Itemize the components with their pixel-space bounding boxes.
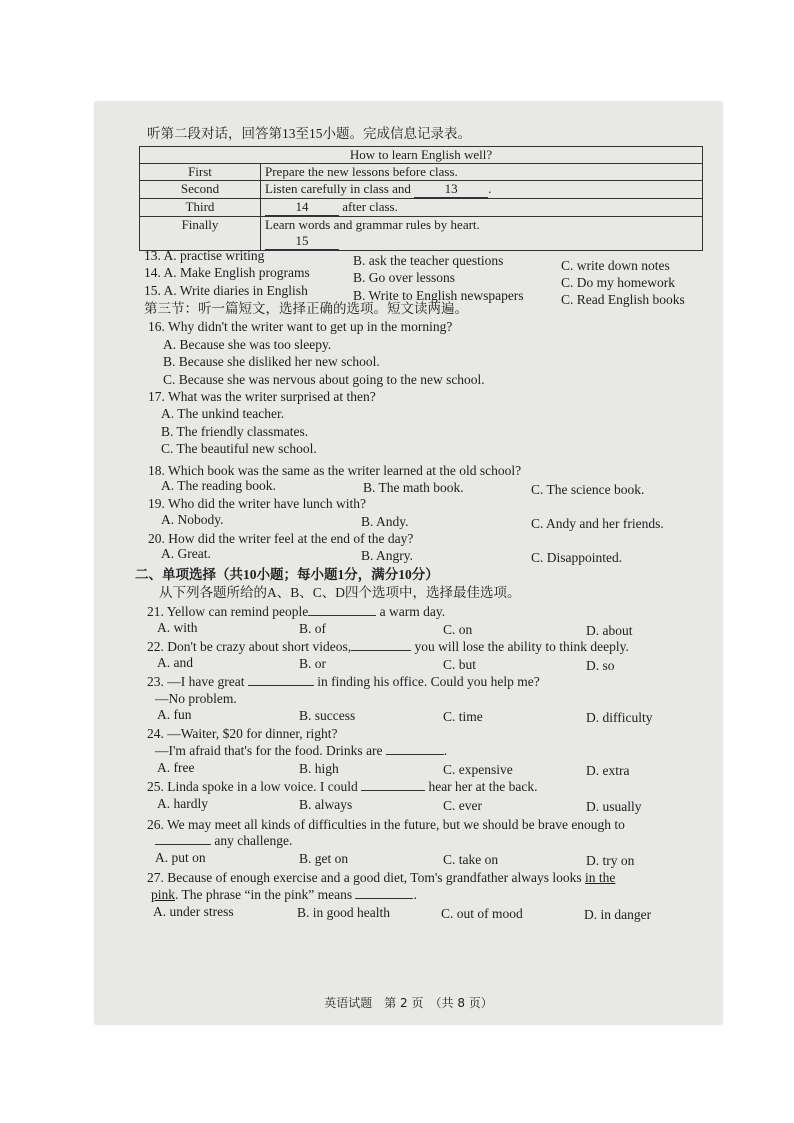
answer-blank-15[interactable]: 15 — [265, 233, 339, 250]
q21-stem: 21. Yellow can remind people a warm day. — [147, 604, 446, 619]
q18-option-a[interactable]: A. The reading book. — [161, 478, 276, 493]
q13-option-a[interactable]: 13. A. practise writing — [144, 248, 265, 263]
q23-option-a[interactable]: A. fun — [157, 707, 192, 722]
q26-option-b[interactable]: B. get on — [299, 851, 349, 866]
q20-option-a[interactable]: A. Great. — [161, 546, 211, 561]
q15-option-b[interactable]: B. Write to English newspapers — [353, 288, 524, 303]
page-footer: 英语试题 第 2 页 （共 8 页） — [324, 996, 493, 1010]
table-row: Finally Learn words and grammar rules by heart. 15 — [140, 217, 703, 251]
q27-option-d[interactable]: D. in danger — [584, 907, 652, 922]
q25-option-a[interactable]: A. hardly — [157, 796, 208, 811]
q16-option-a[interactable]: A. Because she was too sleepy. — [163, 337, 332, 352]
q20-stem: 20. How did the writer feel at the end of the day? — [148, 531, 414, 546]
q26-stem: 26. We may meet all kinds of difficulties in the future, but we should be brave enough to — [147, 817, 625, 832]
q13-option-b[interactable]: B. ask the teacher questions — [353, 253, 504, 268]
part3-heading: 第三节：听一篇短文，选择正确的选项。短文读两遍。 — [144, 301, 468, 316]
answer-blank-14[interactable]: 14 — [265, 199, 339, 216]
q25-option-b[interactable]: B. always — [299, 797, 353, 812]
q19-option-b[interactable]: B. Andy. — [361, 514, 409, 529]
q16-option-c[interactable]: C. Because she was nervous about going to the new school. — [163, 372, 485, 387]
section2-title: 二、单项选择（共10小题；每小题1分，满分10分） — [135, 567, 439, 582]
section2-instructions: 从下列各题所给的A、B、C、D四个选项中，选择最佳选项。 — [159, 585, 521, 600]
q22-option-a[interactable]: A. and — [157, 655, 193, 670]
q23-option-c[interactable]: C. time — [443, 709, 483, 724]
q16-option-b[interactable]: B. Because she disliked her new school. — [163, 354, 380, 369]
q17-option-b[interactable]: B. The friendly classmates. — [161, 424, 309, 439]
q22-stem: 22. Don't be crazy about short videos, you will lose the ability to think deeply. — [147, 639, 629, 654]
answer-blank-13[interactable]: 13 — [414, 181, 488, 198]
q24-reply: —I'm afraid that's for the food. Drinks are . — [155, 743, 448, 758]
table-row: Second Listen carefully in class and 13 . — [140, 181, 703, 199]
q24-option-a[interactable]: A. free — [157, 760, 195, 775]
q22-option-d[interactable]: D. so — [586, 658, 615, 673]
q23-stem: 23. —I have great in finding his office. Could you help me? — [147, 674, 540, 689]
q25-option-d[interactable]: D. usually — [586, 799, 642, 814]
q14-option-c[interactable]: C. Do my homework — [561, 275, 675, 290]
q26-option-a[interactable]: A. put on — [155, 850, 206, 865]
q20-option-c[interactable]: C. Disappointed. — [531, 550, 623, 565]
q23-reply: —No problem. — [155, 691, 237, 706]
q17-option-c[interactable]: C. The beautiful new school. — [161, 441, 317, 456]
q15-option-c[interactable]: C. Read English books — [561, 292, 685, 307]
q27-option-c[interactable]: C. out of mood — [441, 906, 523, 921]
q19-option-a[interactable]: A. Nobody. — [161, 512, 224, 527]
q26-option-d[interactable]: D. try on — [586, 853, 635, 868]
q23-option-b[interactable]: B. success — [299, 708, 356, 723]
q21-option-c[interactable]: C. on — [443, 622, 473, 637]
q21-option-b[interactable]: B. of — [299, 621, 326, 636]
q21-option-d[interactable]: D. about — [586, 623, 633, 638]
q18-option-b[interactable]: B. The math book. — [363, 480, 464, 495]
q27-stem-cont: pink. The phrase “in the pink” means . — [151, 887, 417, 902]
q14-option-a[interactable]: 14. A. Make English programs — [144, 265, 310, 280]
q22-option-b[interactable]: B. or — [299, 656, 326, 671]
q15-option-a[interactable]: 15. A. Write diaries in English — [144, 283, 308, 298]
q14-option-b[interactable]: B. Go over lessons — [353, 270, 455, 285]
q26-stem-cont: any challenge. — [155, 833, 292, 849]
q20-option-b[interactable]: B. Angry. — [361, 548, 414, 563]
q25-option-c[interactable]: C. ever — [443, 798, 482, 813]
exam-page — [95, 102, 722, 1024]
q16-stem: 16. Why didn't the writer want to get up in the morning? — [148, 319, 453, 334]
table-row: First Prepare the new lessons before class. — [140, 164, 703, 181]
q23-option-d[interactable]: D. difficulty — [586, 710, 653, 725]
q18-stem: 18. Which book was the same as the writer learned at the old school? — [148, 463, 522, 478]
q19-stem: 19. Who did the writer have lunch with? — [148, 496, 366, 511]
q27-option-a[interactable]: A. under stress — [153, 904, 234, 919]
table-title: How to learn English well? — [140, 147, 703, 164]
q17-option-a[interactable]: A. The unkind teacher. — [161, 406, 285, 421]
q13-option-c[interactable]: C. write down notes — [561, 258, 670, 273]
part2-heading: 听第二段对话，回答第13至15小题。完成信息记录表。 — [147, 126, 471, 141]
q24-option-c[interactable]: C. expensive — [443, 762, 513, 777]
q17-stem: 17. What was the writer surprised at then? — [148, 389, 376, 404]
q27-stem: 27. Because of enough exercise and a good diet, Tom's grandfather always looks in the — [147, 870, 616, 885]
q24-option-d[interactable]: D. extra — [586, 763, 630, 778]
info-record-table — [139, 146, 703, 251]
q24-stem: 24. —Waiter, $20 for dinner, right? — [147, 726, 338, 741]
q18-option-c[interactable]: C. The science book. — [531, 482, 645, 497]
q27-option-b[interactable]: B. in good health — [297, 905, 390, 920]
q21-option-a[interactable]: A. with — [157, 620, 198, 635]
q25-stem: 25. Linda spoke in a low voice. I could hear her at the back. — [147, 779, 538, 794]
q22-option-c[interactable]: C. but — [443, 657, 477, 672]
q26-option-c[interactable]: C. take on — [443, 852, 499, 867]
q19-option-c[interactable]: C. Andy and her friends. — [531, 516, 664, 531]
table-row: Third 14 after class. — [140, 199, 703, 217]
q24-option-b[interactable]: B. high — [299, 761, 339, 776]
